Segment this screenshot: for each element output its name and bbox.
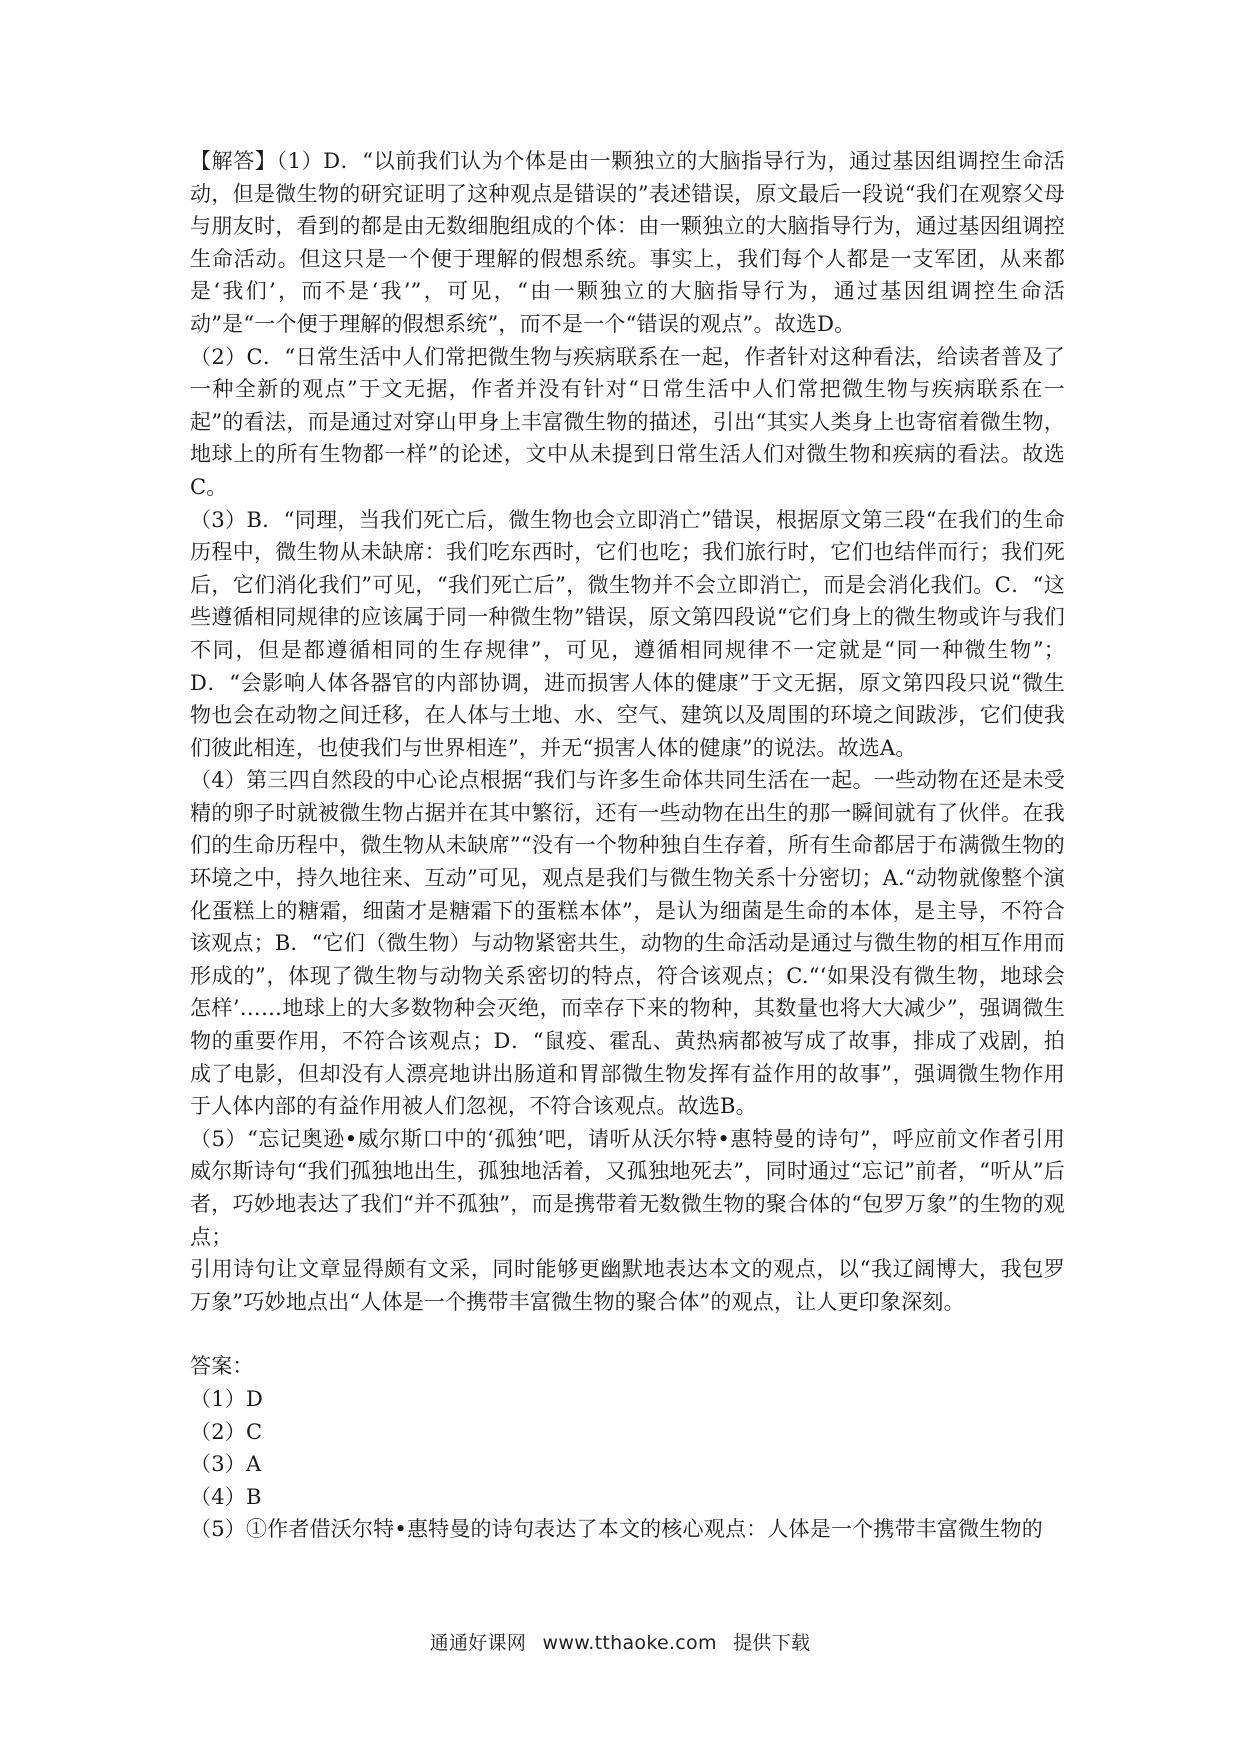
answer-4: （4）B [190, 1484, 262, 1509]
solution-paragraph-1: 【解答】（1）D．“以前我们认为个体是由一颗独立的大脑指导行为，通过基因组调控生命活动，但是微生物的研究证明了这种观点是错误的”表述错误，原文最后一段说“我们在观察父母与朋友时，看到的都是由无数细胞组成的个体：由一颗独立的大脑指导行为，通过基因组调控生命活动。但这只是一个便于理解的假想系统。事实上，我们每个人都是一支军团，从来都是‘我们’，而不是‘我’”，可见，“由一颗独立的大脑指导行为，通过基因组调控生命活动”是“一个便于理解的假想系统”，而不是一个“错误的观点”。故选D。 [190, 149, 1065, 336]
solution-paragraph-4: （4）第三四自然段的中心论点根据“我们与许多生命体共同生活在一起。一些动物在还是未受精的卵子时就被微生物占据并在其中繁衍，还有一些动物在出生的那一瞬间就有了伙伴。在我们的生命历程中，微生物从未缺席”“没有一个物种独自生存着，所有生命都居于布满微生物的环境之中，持久地往来、互动”可见，观点是我们与微生物关系十分密切；A.“动物就像整个演化蛋糕上的糖霜，细菌才是糖霜下的蛋糕本体”，是认为细菌是生命的本体，是主导，不符合该观点；B．“它们（微生物）与动物紧密共生，动物的生命活动是通过与微生物的相互作用而形成的”，体现了微生物与动物关系密切的特点，符合该观点；C.“‘如果没有微生物，地球会怎样’……地球上的大多数物种会灭绝，而幸存下来的物种，其数量也将大大减少”，强调微生物的重要作用，不符合该观点；D．“鼠疫、霍乱、黄热病都被写成了故事，排成了戏剧，拍成了电影，但却没有人漂亮地讲出肠道和胃部微生物发挥有益作用的故事”，强调微生物作用于人体内部的有益作用被人们忽视，不符合该观点。故选B。 [190, 768, 1065, 1119]
solution-paragraph-3: （3）B．“同理，当我们死亡后，微生物也会立即消亡”错误，根据原文第三段“在我们的生命历程中，微生物从未缺席：我们吃东西时，它们也吃；我们旅行时，它们也结伴而行；我们死后，它们消化我们”可见，“我们死亡后”，微生物并不会立即消亡，而是会消化我们。C．“这些遵循相同规律的应该属于同一种微生物”错误，原文第四段说“它们身上的微生物或许与我们不同，但是都遵循相同的生存规律”，可见，遵循相同规律不一定就是“同一种微生物”；D．“会影响人体各器官的内部协调，进而损害人体的健康”于文无据，原文第四段只说“微生物也会在动物之间迁移，在人体与土地、水、空气、建筑以及周围的环境之间跋涉，它们使我们彼此相连，也使我们与世界相连”，并无“损害人体的健康”的说法。故选A。 [190, 507, 1065, 760]
footer-note: 提供下载 [733, 1632, 811, 1654]
answer-1: （1）D [190, 1386, 263, 1411]
solution-paragraph-5: （5）“忘记奥逊•威尔斯口中的‘孤独’吧，请听从沃尔特•惠特曼的诗句”，呼应前文作者引用威尔斯诗句“我们孤独地出生，孤独地活着，又孤独地死去”，同时通过“忘记”前者，“听从”后者，巧妙地表达了我们“并不孤独”，而是携带着无数微生物的聚合体的“包罗万象”的生物的观点； [190, 1126, 1065, 1249]
answers-heading: 答案： [190, 1354, 254, 1379]
spacer [190, 1318, 1065, 1350]
document-body [190, 145, 1065, 1546]
footer-site-name: 通通好课网 [429, 1632, 527, 1654]
answer-2: （2）C [190, 1419, 263, 1444]
footer-url[interactable]: www.tthaoke.com [542, 1632, 717, 1654]
solution-paragraph-6: 引用诗句让文章显得颇有文采，同时能够更幽默地表达本文的观点，以“我辽阔博大，我包罗万象”巧妙地点出“人体是一个携带丰富微生物的聚合体”的观点，让人更印象深刻。 [190, 1257, 1065, 1314]
answer-5: （5）①作者借沃尔特•惠特曼的诗句表达了本文的核心观点：人体是一个携带丰富微生物的 [190, 1517, 1043, 1542]
page-footer [0, 1628, 1240, 1655]
solution-paragraph-2: （2）C．“日常生活中人们常把微生物与疾病联系在一起，作者针对这种看法，给读者普及了一种全新的观点”于文无据，作者并没有针对“日常生活中人们常把微生物与疾病联系在一起”的看法，而是通过对穿山甲身上丰富微生物的描述，引出“其实人类身上也寄宿着微生物，地球上的所有生物都一样”的论述，文中从未提到日常生活人们对微生物和疾病的看法。故选C。 [190, 344, 1065, 499]
answer-3: （3）A [190, 1452, 262, 1477]
